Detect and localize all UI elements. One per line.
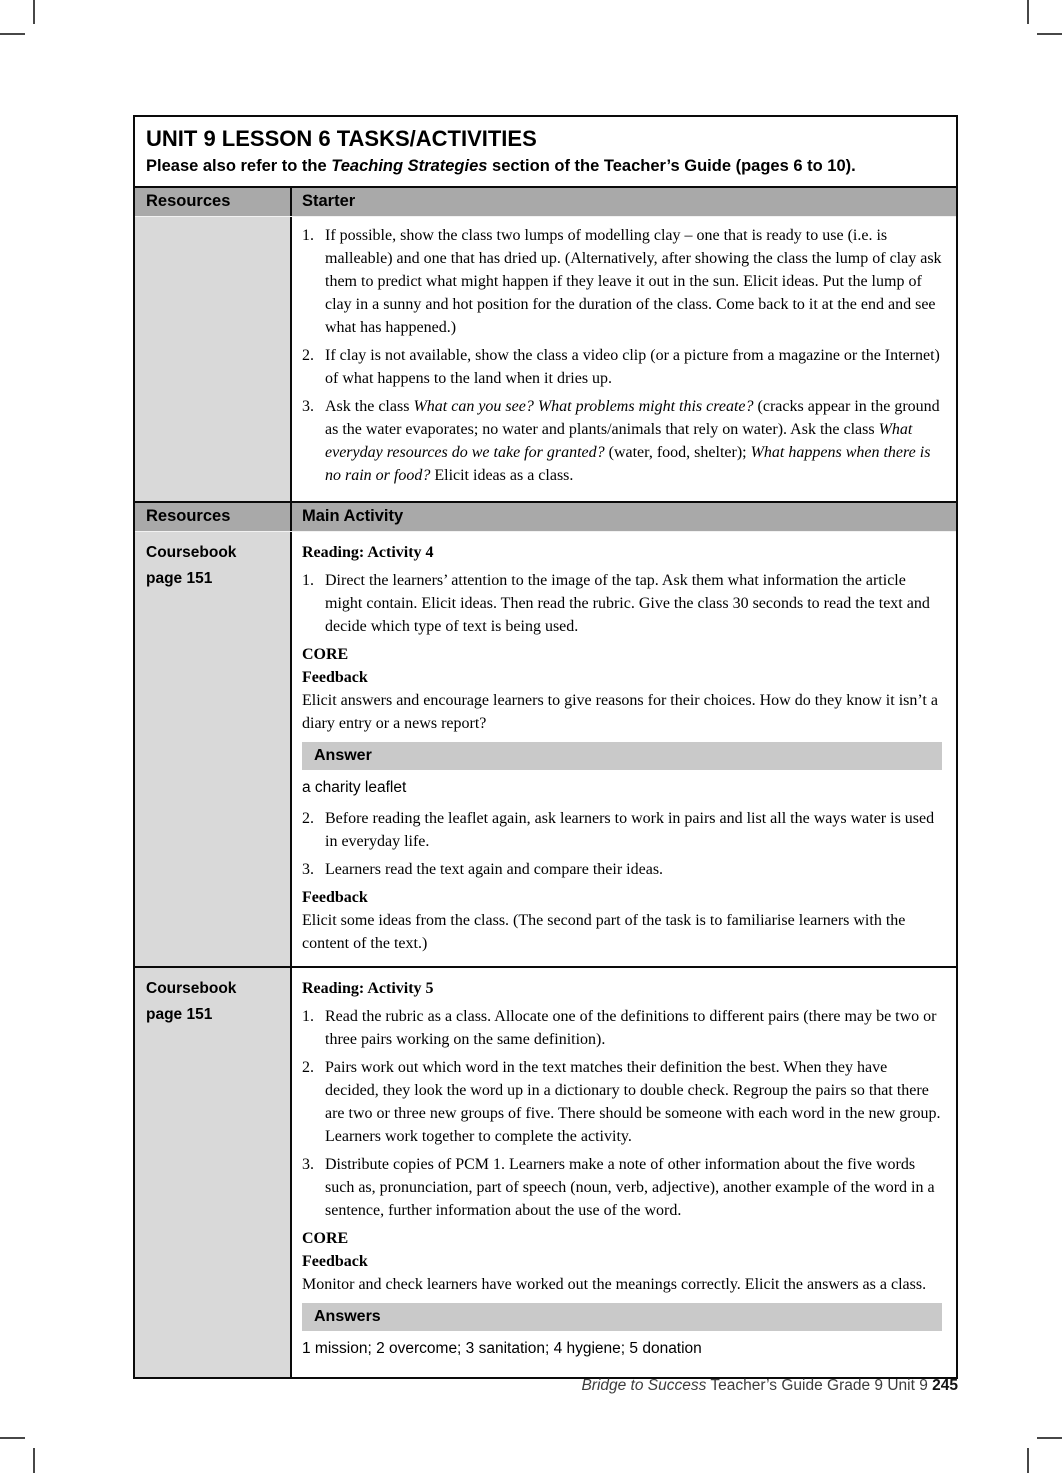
item-text xyxy=(325,807,944,853)
lesson-activities-table xyxy=(133,115,958,1379)
activity-heading: Reading: Activity 4 xyxy=(302,544,434,561)
item-number: 2. xyxy=(302,1059,314,1076)
text-segment: Pairs work out which word in the text matches their definition the best. When they have decided, they look the word up in a dictionary to double check. Regroup the pairs so that there are two or three new groups of five. There should be someone with each word in the new group. Learners work together to complete the activity. xyxy=(325,1059,941,1145)
item-text xyxy=(325,569,944,638)
text-segment: Bridge to Success xyxy=(581,1377,707,1394)
bold-label: CORE xyxy=(302,646,349,663)
text-segment: section of the Teacher’s Guide (pages 6 to 10). xyxy=(487,157,856,175)
answer-banner: Answer xyxy=(302,742,942,770)
text-segment: Elicit ideas as a class. xyxy=(434,467,574,484)
item-number: 1. xyxy=(302,1008,314,1025)
text-segment: If possible, show the class two lumps of modelling clay – one that is ready to use (i.e. is malleable) and one that has dried up. (Alternatively, after showing the class the lump of clay ask them to predict what might happen if they leave it out in the sun. Elicit ideas. Put the lump of clay in a sunny and hot position for the duration of the class. Come back to it at the end and see what has happened.) xyxy=(325,227,942,336)
numbered-item xyxy=(302,1056,944,1148)
numbered-item xyxy=(302,807,944,853)
crop-mark-top-left-vertical xyxy=(33,0,35,24)
text-segment: Distribute copies of PCM 1. Learners make a note of other information about the five words such as, pronunciation, part of speech (noun, verb, adjective), another example of the word in a sentence, further information about the use of the word. xyxy=(325,1156,935,1219)
item-text xyxy=(325,1005,944,1051)
table-sections xyxy=(135,186,956,1377)
activity-cell xyxy=(292,217,956,501)
table-row xyxy=(135,217,956,501)
table-row xyxy=(135,532,956,966)
bold-label: Feedback xyxy=(302,889,368,906)
item-number: 3. xyxy=(302,861,314,878)
resource-cell xyxy=(135,217,292,501)
text-segment: Read the rubric as a class. Allocate one of the definitions to different pairs (there may be two or three pairs working on the same definition). xyxy=(325,1008,937,1048)
item-text xyxy=(325,1056,944,1148)
resources-column-header: Resources xyxy=(135,503,292,531)
numbered-item xyxy=(302,224,944,339)
resource-line: Coursebook xyxy=(146,544,237,561)
resource-line: page 151 xyxy=(146,1006,213,1023)
numbered-item xyxy=(302,1005,944,1051)
numbered-item xyxy=(302,858,944,881)
crop-mark-bottom-left-vertical xyxy=(33,1448,35,1473)
page-footer xyxy=(581,1377,958,1395)
text-segment: What can you see? What problems might this create? xyxy=(413,398,758,415)
item-text xyxy=(325,224,944,339)
item-number: 3. xyxy=(302,1156,314,1173)
table-title-block xyxy=(135,117,956,186)
item-number: 2. xyxy=(302,347,314,364)
activity-cell xyxy=(292,968,956,1377)
text-segment: Elicit some ideas from the class. (The second part of the task is to familiarise learners with the content of the text.) xyxy=(302,912,906,952)
table-title: UNIT 9 LESSON 6 TASKS/ACTIVITIES xyxy=(146,126,537,151)
answer-banner: Answers xyxy=(302,1303,942,1331)
item-text xyxy=(325,1153,944,1222)
activity-heading: Reading: Activity 5 xyxy=(302,980,434,997)
paragraph xyxy=(302,1273,944,1296)
resources-column-header: Resources xyxy=(135,188,292,216)
answer-text: 1 mission; 2 overcome; 3 sanitation; 4 hygiene; 5 donation xyxy=(302,1340,702,1357)
activity-column-header: Starter xyxy=(302,192,356,210)
numbered-item xyxy=(302,395,944,487)
resource-cell xyxy=(135,532,292,966)
resource-line: Coursebook xyxy=(146,980,237,997)
text-segment: What everyday resources do we take for granted? xyxy=(325,421,913,461)
section-header-row xyxy=(135,501,956,532)
crop-mark-top-left-horizontal xyxy=(0,33,25,35)
text-segment: 245 xyxy=(932,1377,958,1394)
item-text xyxy=(325,344,944,390)
activity-cell xyxy=(292,532,956,966)
item-number: 1. xyxy=(302,572,314,589)
text-segment: (cracks appear in the ground as the water evaporates; no water and plants/animals that rely on water). Ask the class xyxy=(325,398,940,438)
text-segment: Direct the learners’ attention to the image of the tap. Ask them what information the article might contain. Elicit ideas. Then read the rubric. Give the class 30 seconds to read the text and decide which type of text is being used. xyxy=(325,572,930,635)
crop-mark-top-right-horizontal xyxy=(1037,33,1062,35)
item-text xyxy=(325,395,944,487)
text-segment: Teacher’s Guide Grade 9 Unit 9 xyxy=(706,1377,933,1394)
section-header-row xyxy=(135,186,956,217)
text-segment: Before reading the leaflet again, ask learners to work in pairs and list all the ways water is used in everyday life. xyxy=(325,810,935,850)
paragraph xyxy=(302,689,944,735)
crop-mark-bottom-right-horizontal xyxy=(1037,1437,1062,1439)
text-segment: What happens when there is no rain or food? xyxy=(325,444,931,484)
numbered-item xyxy=(302,569,944,638)
crop-mark-top-right-vertical xyxy=(1027,0,1029,24)
bold-label: CORE xyxy=(302,1230,349,1247)
table-row xyxy=(135,966,956,1377)
table-subtitle xyxy=(146,156,944,177)
text-segment: Learners read the text again and compare their ideas. xyxy=(325,861,664,878)
bold-label: Feedback xyxy=(302,1253,368,1270)
item-text xyxy=(325,858,944,881)
text-segment: If clay is not available, show the class a video clip (or a picture from a magazine or the Internet) of what happens to the land when it dries up. xyxy=(325,347,940,387)
item-number: 2. xyxy=(302,810,314,827)
text-segment: Please also refer to the xyxy=(146,157,332,175)
bold-label: Feedback xyxy=(302,669,368,686)
text-segment: Teaching Strategies xyxy=(331,157,488,175)
resource-line: page 151 xyxy=(146,570,213,587)
numbered-item xyxy=(302,1153,944,1222)
item-number: 1. xyxy=(302,227,314,244)
text-segment: Monitor and check learners have worked out the meanings correctly. Elicit the answers as a class. xyxy=(302,1276,927,1293)
resource-cell xyxy=(135,968,292,1377)
activity-column-header: Main Activity xyxy=(302,507,404,525)
text-segment: Ask the class xyxy=(325,398,414,415)
text-segment: Elicit answers and encourage learners to give reasons for their choices. How do they know it isn’t a diary entry or a news report? xyxy=(302,692,938,732)
text-segment: (water, food, shelter); xyxy=(608,444,751,461)
answer-text: a charity leaflet xyxy=(302,779,407,796)
item-number: 3. xyxy=(302,398,314,415)
numbered-item xyxy=(302,344,944,390)
paragraph xyxy=(302,909,944,955)
crop-mark-bottom-right-vertical xyxy=(1027,1448,1029,1473)
crop-mark-bottom-left-horizontal xyxy=(0,1437,25,1439)
